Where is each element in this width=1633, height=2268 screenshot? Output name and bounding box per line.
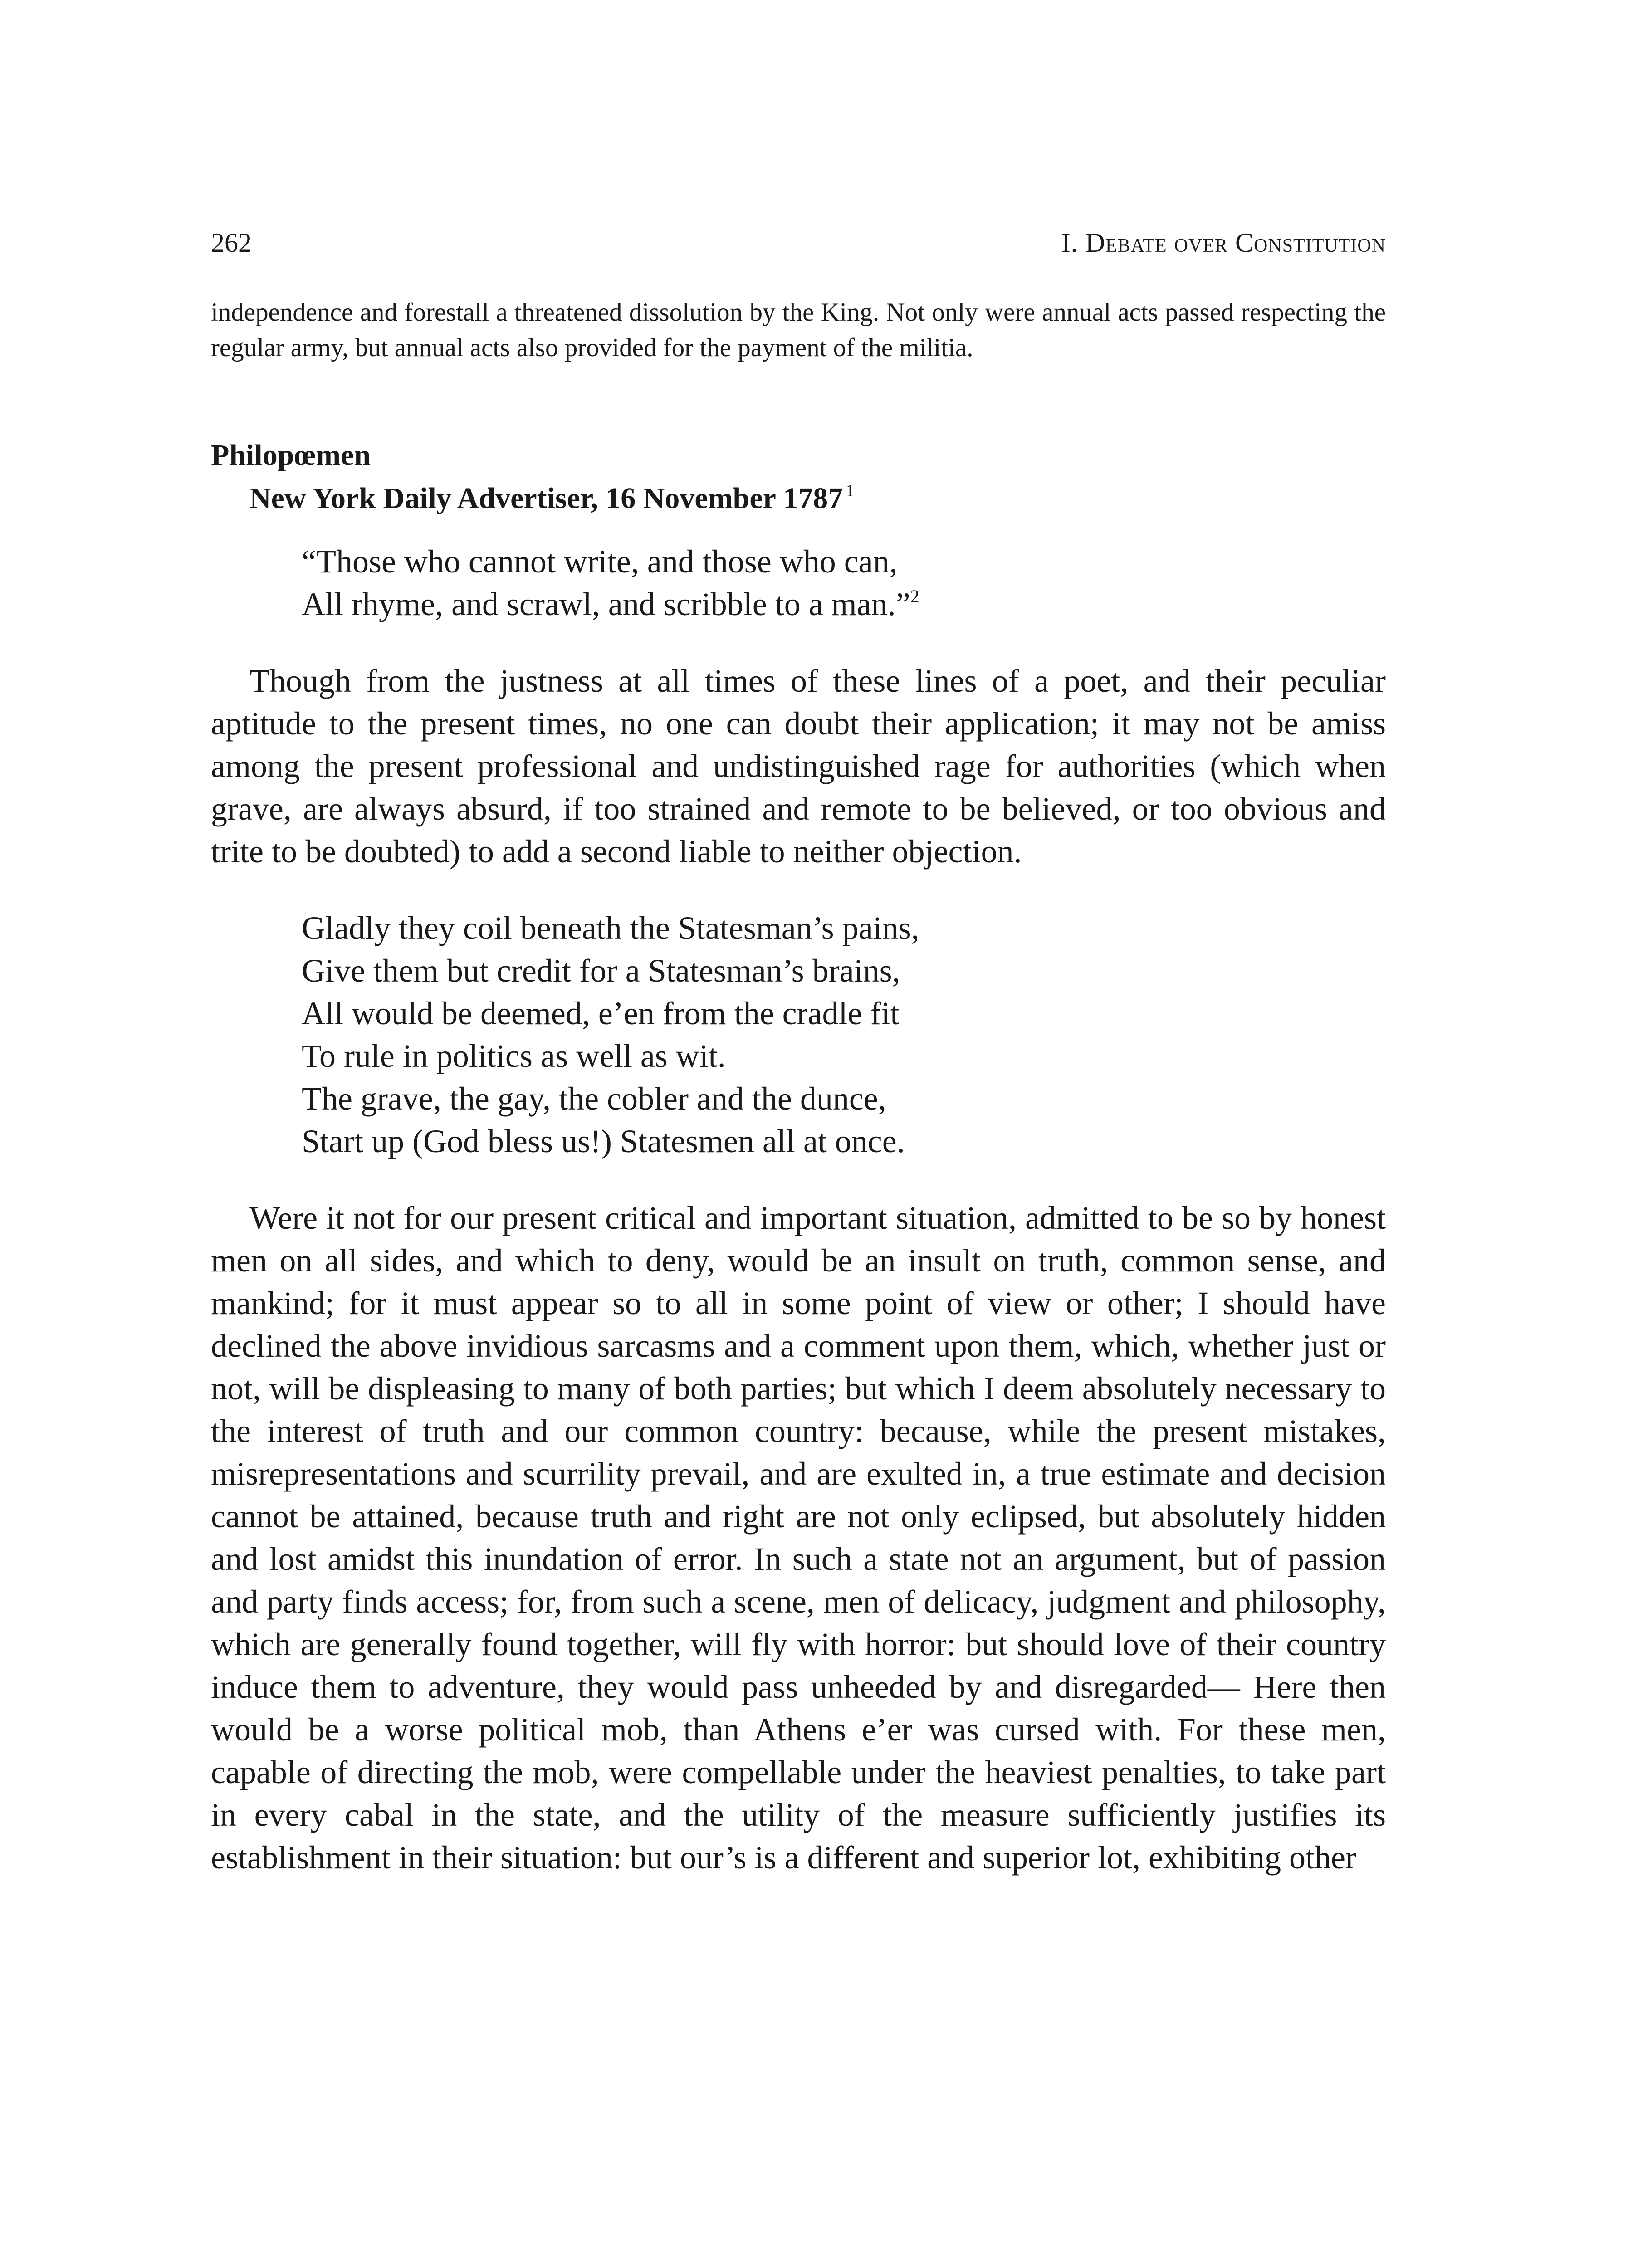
document-source-heading	[211, 477, 1386, 520]
page-number: 262	[211, 228, 252, 258]
running-head	[211, 218, 1386, 268]
verse-line: Give them but credit for a Statesman’s brains,	[302, 953, 900, 989]
footnote-ref-2[interactable]: 2	[910, 586, 919, 606]
running-title: I. Debate over Constitution	[1061, 228, 1386, 258]
epigraph-line: “Those who cannot write, and those who can,	[302, 543, 898, 580]
verse-line: All would be deemed, e’en from the cradle fit	[302, 995, 900, 1031]
epigraph	[211, 540, 1386, 626]
body-paragraph-1: Though from the justness at all times of these lines of a poet, and their peculiar aptitude to the present times, no one can doubt their application; it may not be amiss among the present professional and undistinguished rage for authorities (which when grave, are always absurd, if too strained and remote to be believed, or too obvious and trite to be doubted) to add a second liable to neither objection.	[211, 663, 1386, 870]
epigraph-line	[302, 583, 1386, 626]
book-page	[211, 218, 1386, 2268]
verse-line: The grave, the gay, the cobler and the dunce,	[302, 1080, 886, 1117]
footnote-ref-1[interactable]: 1	[846, 481, 855, 500]
verse-line: Gladly they coil beneath the Statesman’s pains,	[302, 910, 919, 946]
epigraph-line-text: All rhyme, and scrawl, and scribble to a man.”	[302, 586, 910, 622]
document-source-text: New York Daily Advertiser, 16 November 1787	[249, 482, 843, 515]
verse-line: To rule in politics as well as wit.	[302, 1038, 726, 1074]
document-author-heading: Philopœmen	[211, 439, 371, 472]
body-paragraph-2: Were it not for our present critical and important situation, admitted to be so by honest men on all sides, and which to deny, would be an insult on truth, common sense, and mankind; for it must appear so to all in some point of view or other; I should have declined the above invidious sarcasms and a comment upon them, which, whether just or not, will be displeasing to many of both parties; but which I deem absolutely necessary to the interest of truth and our common country: because, while the present mistakes, misrepresentations and scurrility prevail, and are exulted in, a true estimate and decision cannot be attained, because truth and right are not only eclipsed, but absolutely hidden and lost amidst this inundation of error. In such a state not an argument, but of passion and party finds access; for, from such a scene, men of delicacy, judgment and philosophy, which are generally found together, will fly with horror: but should love of their country induce them to adventure, they would pass unheeded by and disregarded— Here then would be a worse political mob, than Athens e’er was cursed with. For these men, capable of directing the mob, were compellable under the heaviest penalties, to take part in every cabal in the state, and the utility of the measure sufficiently justifies its establishment in their situation: but our’s is a different and superior lot, exhibiting other	[211, 1200, 1386, 1876]
previous-note-continuation: independence and forestall a threatened dissolution by the King. Not only were annual acts passed respecting the regular army, but annual acts also provided for the payment of the militia.	[211, 298, 1386, 362]
verse-line: Start up (God bless us!) Statesmen all at once.	[302, 1123, 905, 1159]
verse-quotation	[211, 907, 1386, 1163]
